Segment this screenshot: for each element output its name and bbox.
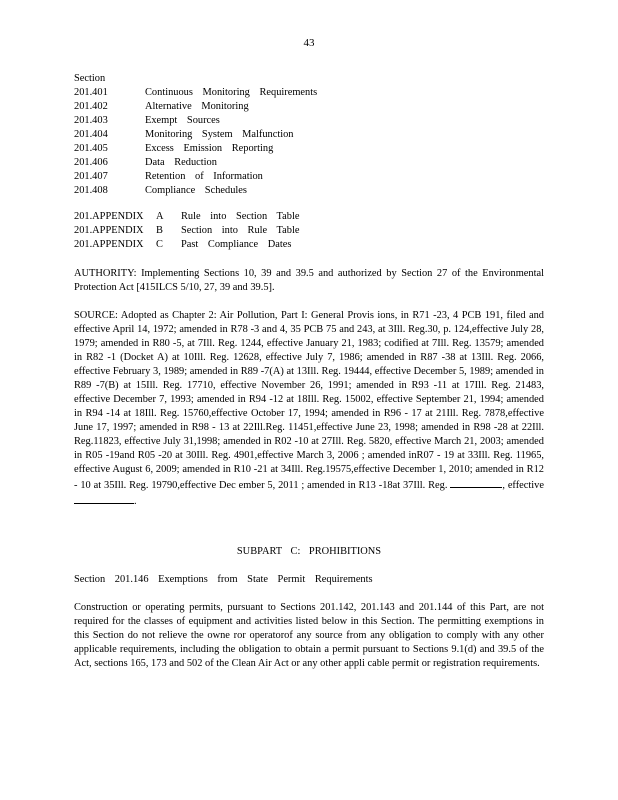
appendix-title: Rule into Section Table	[181, 211, 300, 222]
section-table-of-contents	[74, 72, 317, 198]
blank-line	[450, 477, 502, 488]
toc-heading: Section	[74, 73, 106, 84]
toc-section-number: 201.401	[74, 87, 108, 98]
source-tail-separator: , effective	[502, 480, 544, 491]
toc-section-number: 201.404	[74, 129, 108, 140]
toc-row	[74, 86, 317, 100]
subpart-heading: SUBPART C: PROHIBITIONS	[236, 546, 382, 557]
appendix-title: Section into Rule Table	[181, 225, 300, 236]
appendix-row	[74, 210, 300, 224]
toc-section-title: Exempt Sources	[145, 115, 220, 126]
toc-row	[74, 128, 317, 142]
appendix-row	[74, 224, 300, 238]
toc-row	[74, 156, 317, 170]
toc-section-number: 201.406	[74, 157, 108, 168]
appendix-code: 201.APPENDIX	[74, 239, 144, 250]
authority-paragraph: AUTHORITY: Implementing Sections 10, 39 and 39.5 and authorized by Section 27 of the Environmental Protection Act [415ILCS 5/10, 27, 39 and 39.5].	[74, 268, 544, 293]
blank-line	[74, 493, 134, 504]
appendix-code: 201.APPENDIX	[74, 225, 144, 236]
section-heading: Section 201.146 Exemptions from State Permit Requirements	[74, 574, 373, 585]
appendix-code: 201.APPENDIX	[74, 211, 144, 222]
toc-section-number: 201.402	[74, 101, 108, 112]
appendix-list	[74, 210, 300, 252]
toc-section-number: 201.407	[74, 171, 108, 182]
toc-row	[74, 170, 317, 184]
appendix-title: Past Compliance Dates	[181, 239, 292, 250]
toc-section-title: Compliance Schedules	[145, 185, 247, 196]
toc-row	[74, 142, 317, 156]
source-text: SOURCE: Adopted as Chapter 2: Air Pollution, Part I: General Provis ions, in R71 -23, 4 PCB 191, filed and effective April 14, 1972; amended in R78 -3 and 4, 35 PCB 75 and 243, at 3Ill. Reg.30, p. 124,effective July 28, 1979; amended in R80 -5, at 7Ill. Reg. 1244, effective January 21, 1983; codified at 7Ill. Reg. 13579; amended in R82 -1 (Docket A) at 10Ill. Reg. 12628, effective July 7, 1986; amended in R87 -38 at 13Ill. Reg. 2066, effective February 3, 1989; amended in R89 -7(A) at 13Ill. Reg. 19444, effective December 5, 1989; amended in R89 -7(B) at 15Ill. Reg. 17710, effective November 26, 1991; amended in R93 -11 at 17Ill. Reg. 21483, effective December 7, 1993; amended in R94 -12 at 18Ill. Reg. 15002, effective September 21, 1994; amended in R94 -14 at 18Ill. Reg. 15760,effective October 17, 1994; amended in R96 - 17 at 21Ill. Reg. 7878,effective June 17, 1997; amended in R98 - 13 at 22Ill.Reg. 11451,effective June 23, 1998; amended in R98 -28 at 22Ill. Reg.11823, effective July 31,1998; amended in R02 -10 at 27Ill. Reg. 5820, effective March 21, 2003; amended in R05 -19and R05 -20 at 30Ill. Reg. 4901,effective March 3, 2006 ; amended inR07 - 19 at 33Ill. Reg. 11965, effective August 6, 2009; amended in R10 -21 at 34Ill. Reg.19575,effective December 1, 2010; amended in R12 - 10 at 35Ill. Reg. 19790,effective Dec ember 5, 2011 ; amended in R13 -18at 37Ill. Reg.	[74, 310, 544, 491]
toc-section-title: Data Reduction	[145, 157, 217, 168]
appendix-row	[74, 238, 300, 252]
toc-section-number: 201.403	[74, 115, 108, 126]
toc-section-title: Retention of Information	[145, 171, 263, 182]
appendix-letter: A	[156, 211, 164, 222]
toc-row	[74, 114, 317, 128]
source-paragraph	[74, 309, 544, 509]
toc-section-number: 201.408	[74, 185, 108, 196]
source-tail-end: .	[134, 496, 137, 507]
appendix-letter: C	[156, 239, 163, 250]
toc-row	[74, 100, 317, 114]
toc-section-title: Continuous Monitoring Requirements	[145, 87, 318, 98]
toc-section-title: Monitoring System Malfunction	[145, 129, 294, 140]
appendix-letter: B	[156, 225, 163, 236]
toc-row	[74, 184, 317, 198]
toc-section-title: Excess Emission Reporting	[145, 143, 274, 154]
toc-section-number: 201.405	[74, 143, 108, 154]
toc-section-title: Alternative Monitoring	[145, 101, 249, 112]
body-paragraph: Construction or operating permits, pursuant to Sections 201.142, 201.143 and 201.144 of this Part, are not required for the classes of equipment and activities listed below in this Section. The permitting exemptions in this Section do not relieve the owne ror operatorof any source from any obligation to comply with any other applicable requirements, including the obligation to obtain a permit pursuant to Sections 9.1(d) and 39.5 of the Act, sections 165, 173 and 502 of the Clean Air Act or any other appli cable permit or registration requirements.	[74, 602, 544, 669]
page-number: 43	[303, 37, 315, 49]
